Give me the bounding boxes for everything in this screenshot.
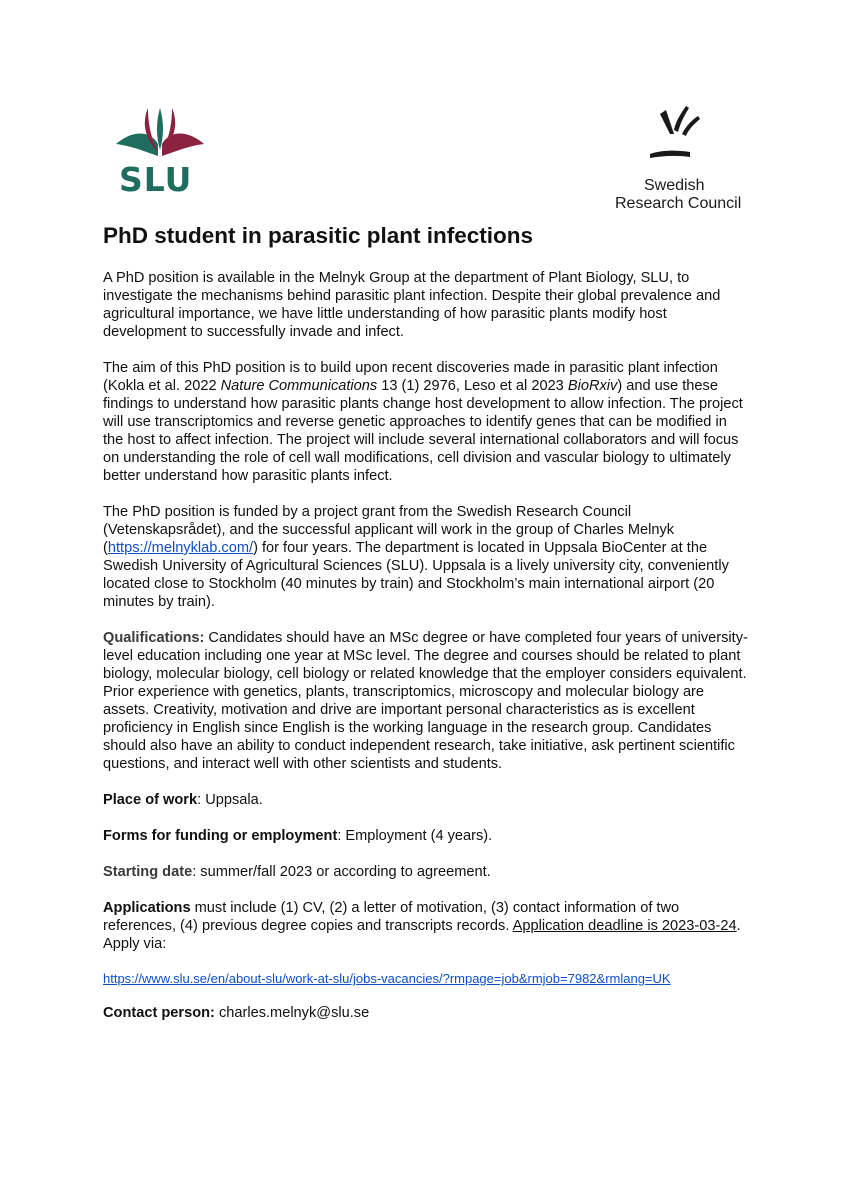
journal-biorxiv: BioRxiv bbox=[567, 378, 618, 394]
vr-line1: Swedish bbox=[644, 177, 705, 194]
applications-after: . Apply via: bbox=[103, 918, 741, 952]
applications-paragraph bbox=[103, 899, 748, 953]
starting-date bbox=[103, 863, 748, 881]
apply-link[interactable]: https://www.slu.se/en/about-slu/work-at-slu/jobs-vacancies/?rmpage=job&rmjob=7982&rmlang=UK bbox=[103, 971, 671, 986]
funding-text-b: ) for four years. The department is located in Uppsala BioCenter at the Swedish University of Agricultural Sciences (SLU). Uppsala is a lively university city, conveniently located close to Stockholm (40 minutes by train) and Stockholm’s main international airport (20 minutes by train). bbox=[103, 540, 729, 610]
intro-paragraph: A PhD position is available in the Melnyk Group at the department of Plant Biology, SLU, to investigate the mechanisms behind parasitic plant infection. Despite their global prevalence and agricultural importance, we have little understanding of how parasitic plants modify host development to successfully invade and infect. bbox=[103, 270, 721, 340]
place-text: : Uppsala. bbox=[197, 792, 263, 808]
melnyklab-link[interactable]: https://melnyklab.com/ bbox=[107, 540, 254, 556]
apply-link-line bbox=[103, 971, 748, 987]
qualifications-paragraph bbox=[103, 629, 748, 773]
funding-paragraph bbox=[103, 503, 748, 611]
starting-label: Starting date bbox=[103, 864, 193, 880]
swedish-research-council-logo-text bbox=[615, 177, 741, 213]
applications-label: Applications bbox=[103, 900, 191, 916]
aim-text-c: ) and use these findings to understand how parasitic plants change host development to allow infection. The project will use transcriptomics and reverse genetic approaches to identify genes that can be modified in the host to affect infection. The project will include several international collaborators and will focus on understanding the role of cell wall modifications, cell division and vascular biology to ultimately better understand how parasitic plants infect. bbox=[103, 378, 743, 484]
qualifications-label: Qualifications: bbox=[103, 630, 205, 646]
vr-line2: Research Council bbox=[615, 195, 742, 212]
slu-logo-text: SLU bbox=[119, 160, 193, 199]
contact-email: charles.melnyk@slu.se bbox=[214, 1005, 370, 1021]
page-title: PhD student in parasitic plant infections bbox=[103, 223, 534, 248]
contact-person bbox=[103, 1004, 748, 1022]
place-of-work bbox=[103, 791, 748, 809]
forms-text: : Employment (4 years). bbox=[337, 828, 493, 844]
swedish-research-council-logo-icon bbox=[640, 100, 706, 162]
aim-text-b: 13 (1) 2976, Leso et al 2023 bbox=[377, 378, 568, 394]
document-body bbox=[103, 222, 748, 1040]
aim-text-a: The aim of this PhD position is to build upon recent discoveries made in parasitic plant infection (Kokla et al. 2022 bbox=[103, 360, 718, 394]
funding-text-a: The PhD position is funded by a project grant from the Swedish Research Council (Vetenskapsrådet), and the successful applicant will work in the group of Charles Melnyk ( bbox=[103, 504, 675, 556]
qualifications-text: Candidates should have an MSc degree or have completed four years of university-level education including one year at MSc level. The degree and courses should be related to plant biology, molecular biology, cell biology or related knowledge that the employer considers equivalent. Prior experience with genetics, plants, transcriptomics, microscopy and molecular biology are assets. Creativity, motivation and drive are important personal characteristics as is excellent proficiency in English since English is the working language in the research group. Candidates should also have an ability to conduct independent research, take initiative, ask pertinent scientific questions, and interact well with other scientists and students. bbox=[103, 630, 748, 772]
journal-nature-communications: Nature Communications bbox=[220, 378, 378, 394]
forms-label: Forms for funding or employment bbox=[103, 828, 338, 844]
contact-label: Contact person: bbox=[103, 1005, 215, 1021]
aim-paragraph bbox=[103, 359, 748, 485]
application-deadline: Application deadline is 2023-03-24 bbox=[512, 918, 737, 934]
applications-text: must include (1) CV, (2) a letter of motivation, (3) contact information of two references, (4) previous degree copies and transcripts records. bbox=[103, 900, 680, 934]
starting-text: : summer/fall 2023 or according to agreement. bbox=[192, 864, 491, 880]
place-label: Place of work bbox=[103, 792, 198, 808]
forms-of-employment bbox=[103, 827, 748, 845]
